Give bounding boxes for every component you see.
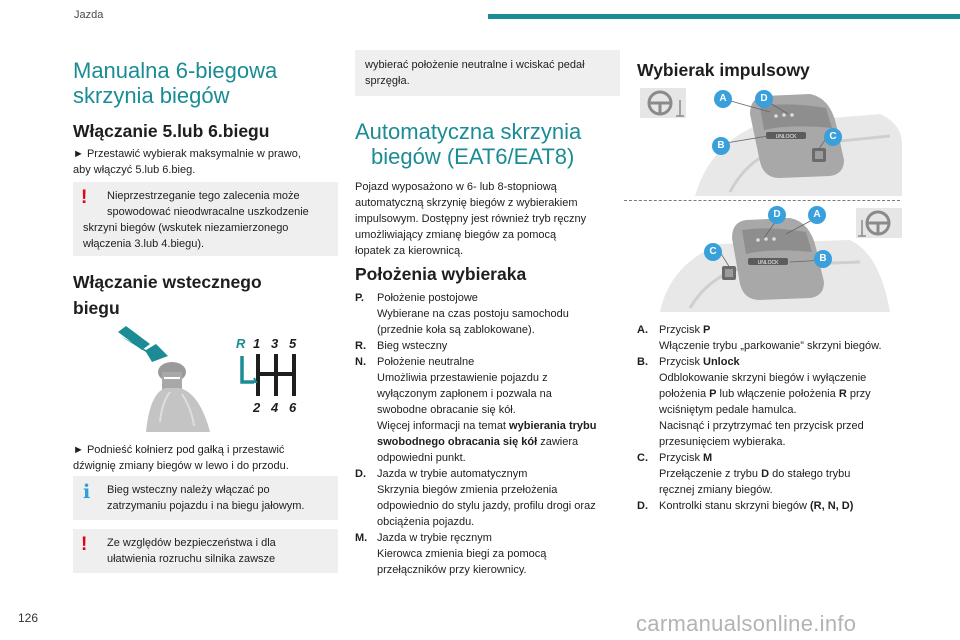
warning-box-clutch: ! Ze względów bezpieczeństwa i dla ułatwienia rozruchu silnika zawsze: [73, 529, 338, 573]
free-wheel-link-text: wybierania trybu: [509, 420, 597, 432]
gear-label-1: 1: [253, 336, 261, 351]
automatic-gearbox-intro: Pojazd wyposażono w 6- lub 8-stopniową automatyczną skrzynię biegów z wybierakiem impulsowym. Dostępny jest również tryb ręczny umożliwiający zmianę biegów za pomocą łopatek za kierownicą.: [355, 181, 587, 257]
automatic-gearbox-title: Automatyczna skrzynia biegów (EAT6/EAT8): [355, 119, 582, 169]
info-box-reverse: i Bieg wsteczny należy włączać po zatrzymaniu pojazdu i na biegu jałowym.: [73, 476, 338, 520]
button-item-b: B. Przycisk Unlock Odblokowanie skrzyni biegów i wyłączenie położenia P lub włączenie położenia R przy wciśniętym pedale hamulca. Nacisnąć i przytrzymać ten przycisk przed przesunięciem wybieraka.: [637, 356, 871, 448]
svg-text:UNLOCK: UNLOCK: [775, 134, 797, 140]
manual-gearbox-title: Manualna 6-biegowa skrzynia biegów: [73, 58, 278, 108]
running-header: Jazda: [74, 9, 104, 21]
callout-b: B: [712, 137, 730, 155]
gear-label-4: 4: [271, 400, 279, 415]
callout-c: C: [824, 128, 842, 146]
gear-label-2: 2: [253, 400, 261, 415]
instruction-5-6-gear: ► Przestawić wybierak maksymalnie w prawo, aby włączyć 5.lub 6.bieg.: [73, 148, 301, 176]
section-heading-selector-positions: Położenia wybieraka: [355, 264, 527, 284]
selector-positions-list: [355, 290, 627, 578]
gear-label-5: 5: [289, 336, 297, 351]
position-item-r: R. Bieg wsteczny: [355, 340, 448, 352]
gear-label-3: 3: [271, 336, 279, 351]
position-item-m: M. Jazda w trybie ręcznym Kierowca zmienia biegi za pomocą przełączników przy kierownicy.: [355, 532, 547, 576]
warning-icon: !: [81, 187, 88, 208]
svg-text:UNLOCK: UNLOCK: [757, 260, 779, 266]
watermark: carmanualsonline.info: [636, 611, 857, 636]
warning-box-continued: wybierać położenie neutralne i wciskać pedał sprzęgła.: [355, 50, 620, 96]
button-item-d: D. Kontrolki stanu skrzyni biegów (R, N, D): [637, 500, 854, 512]
callout-d: D: [768, 206, 786, 224]
warning-icon: !: [81, 534, 88, 555]
callout-c: C: [704, 243, 722, 261]
illustration-divider: [624, 200, 900, 201]
gear-label-reverse: R: [236, 336, 246, 351]
instruction-reverse: ► Podnieść kołnierz pod gałką i przestawić dźwignię zmiany biegów w lewo i do przodu.: [73, 444, 289, 472]
button-item-c: C. Przycisk M Przełączenie z trybu D do stałego trybu ręcznej zmiany biegów.: [637, 452, 851, 496]
section-heading-5-6-gear: Włączanie 5.lub 6.biegu: [73, 121, 270, 141]
section-heading-reverse: Włączanie wstecznego biegu: [73, 272, 262, 318]
callout-a: A: [714, 90, 732, 108]
page-number: 126: [18, 611, 39, 625]
callout-a: A: [808, 206, 826, 224]
position-item-n: N. Położenie neutralne Umożliwia przestawienie pojazdu z wyłączonym zapłonem i pozwala na swobodne obracanie się kół. Więcej informacji na temat wybierania trybu swobodnego obracania się kół zawiera odpowiedni punkt.: [355, 356, 597, 464]
section-heading-impulse-selector: Wybierak impulsowy: [637, 60, 810, 80]
callout-d: D: [755, 90, 773, 108]
header-accent-bar: [488, 14, 960, 19]
position-item-p: P. Położenie postojowe Wybierane na czas postoju samochodu (przednie koła są zablokowane).: [355, 292, 569, 336]
callout-b: B: [814, 250, 832, 268]
position-item-d: D. Jazda w trybie automatycznym Skrzynia biegów zmienia przełożenia odpowiednio do stylu jazdy, profilu drogi oraz obciążenia pojazdu.: [355, 468, 596, 528]
info-icon: i: [83, 481, 91, 503]
selector-buttons-list: [637, 322, 923, 514]
gear-label-6: 6: [289, 400, 297, 415]
warning-box-gearbox: ! Nieprzestrzeganie tego zalecenia może spowodować nieodwracalne uszkodzenie skrzyni biegów (wskutek niezamierzonego włączenia 3.lub 4.biegu).: [73, 182, 338, 256]
button-item-a: A. Przycisk P Włączenie trybu „parkowanie” skrzyni biegów.: [637, 324, 882, 352]
